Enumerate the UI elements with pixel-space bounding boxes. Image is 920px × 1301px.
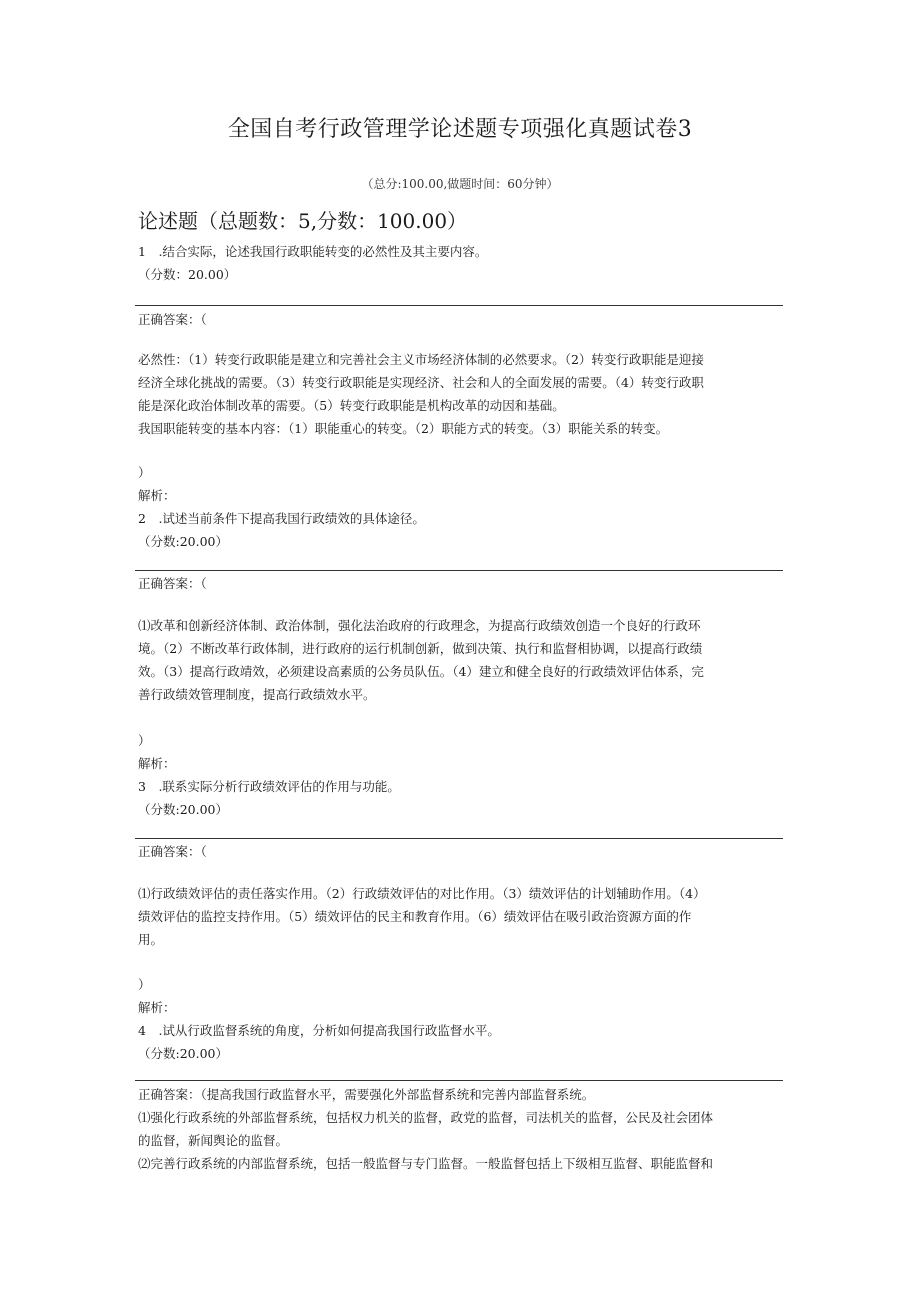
question-score: （分数:20.00）: [138, 1046, 228, 1061]
answer-line: 能是深化政治体制改革的需要。（5）转变行政职能是机构改革的动因和基础。: [138, 398, 565, 413]
answer-line: 必然性：（1）转变行政职能是建立和完善社会主义市场经济体制的必然要求。（2）转变行政职能是迎接: [138, 352, 704, 367]
answer-line: ⑴行政绩效评估的责任落实作用。（2）行政绩效评估的对比作用。（3）绩效评估的计划辅助作用。（4）: [138, 886, 706, 901]
answer-line: ⑵完善行政系统的内部监督系统，包括一般监督与专门监督。一般监督包括上下级相互监督、职能监督和: [138, 1156, 714, 1171]
answer-line: 经济全球化挑战的需要。（3）转变行政职能是实现经济、社会和人的全面发展的需要。（4）转变行政职: [138, 375, 704, 390]
separator-line: [135, 1080, 783, 1081]
answer-label: 正确答案：（提高我国行政监督水平，需要强化外部监督系统和完善内部监督系统。: [138, 1087, 595, 1102]
answer-label: 正确答案：（: [138, 576, 207, 591]
answer-close: ）: [138, 977, 151, 992]
separator-line: [135, 305, 783, 306]
question-stem: 2 .试述当前条件下提高我国行政绩效的具体途径。: [138, 511, 425, 526]
answer-body: [138, 348, 783, 440]
question-score: （分数:20.00）: [138, 802, 228, 817]
answer-body: [138, 882, 783, 951]
question-1: [138, 240, 788, 286]
analysis-label: 解析：: [138, 488, 176, 503]
answer-label: 正确答案：（: [138, 312, 207, 327]
answer-line: ⑴改革和创新经济体制、政治体制，强化法治政府的行政理念，为提高行政绩效创造一个良好的行政环: [138, 618, 701, 633]
document-title: 全国自考行政管理学论述题专项强化真题试卷3: [227, 117, 693, 142]
answer-line: 绩效评估的监控支持作用。（5）绩效评估的民主和教育作用。（6）绩效评估在吸引政治资源方面的作: [138, 909, 692, 924]
answer-label: 正确答案：（: [138, 844, 207, 859]
answer-line: 我国职能转变的基本内容：（1）职能重心的转变。（2）职能方式的转变。（3）职能关系的转变。: [138, 421, 669, 436]
answer-line: 效。（3）提高行政靖效，必须建设高素质的公务员队伍。（4）建立和健全良好的行政绩效评估体系，完: [138, 664, 704, 679]
analysis-label: 解析：: [138, 756, 176, 771]
question-4: [138, 1019, 788, 1065]
question-3: [138, 775, 788, 821]
exam-meta: （总分:100.00,做题时间：60分钟）: [361, 177, 559, 191]
question-stem: 4 .试从行政监督系统的角度，分析如何提高我国行政监督水平。: [138, 1023, 500, 1038]
question-score: （分数:20.00）: [138, 534, 228, 549]
answer-body: [138, 614, 783, 706]
answer-line: 的监督，新闻舆论的监督。: [138, 1133, 289, 1148]
answer-line: 境。（2）不断改革行政体制，进行政府的运行机制创新，做到决策、执行和监督相协调，以提高行政绩: [138, 641, 703, 656]
question-stem: 3 .联系实际分析行政绩效评估的作用与功能。: [138, 779, 400, 794]
section-heading: 论述题（总题数：5,分数：100.00）: [138, 209, 468, 233]
answer-line: 善行政绩效管理制度，提高行政绩效水平。: [138, 687, 376, 702]
question-score: （分数：20.00）: [138, 267, 237, 282]
answer-line: 用。: [138, 932, 164, 947]
question-2: [138, 507, 788, 553]
separator-line: [135, 570, 783, 571]
analysis-label: 解析：: [138, 1000, 176, 1015]
question-stem: 1 .结合实际，论述我国行政职能转变的必然性及其主要内容。: [138, 244, 488, 259]
answer-close: ）: [138, 465, 151, 480]
separator-line: [135, 838, 783, 839]
answer-body: [138, 1106, 783, 1175]
answer-line: ⑴强化行政系统的外部监督系统，包括权力机关的监督，政党的监督，司法机关的监督，公民及社会团体: [138, 1110, 714, 1125]
answer-close: ）: [138, 733, 151, 748]
